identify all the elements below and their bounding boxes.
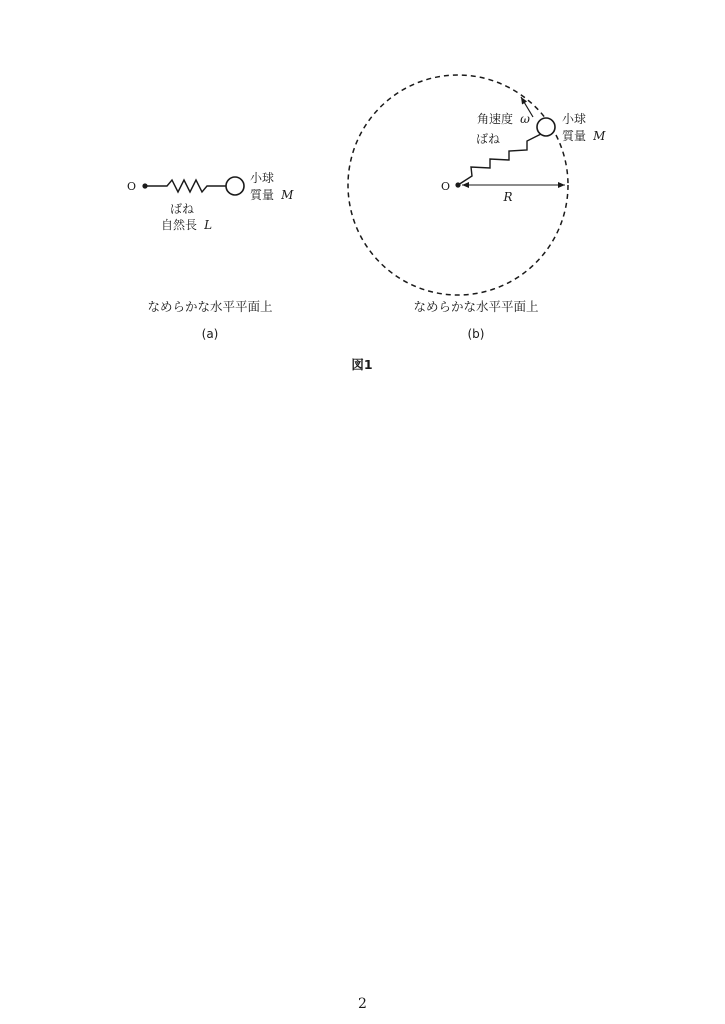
panel-a-ball-label: 小球 [250,171,275,185]
panel-b-spring-label: ばね [476,132,501,146]
panel-b-angular-velocity-label: 角速度 [477,112,514,126]
panel-a-sub-label: (a) [201,327,219,341]
panel-a-surface-caption: なめらかな水平平面上 [147,299,273,314]
panel-b-sub-label: (b) [467,327,485,341]
panel-a-spring-label: ばね [170,202,195,216]
panel-a-origin-label: O [127,180,137,193]
panel-a-mass-symbol: M [281,188,294,202]
panel-a-spring [145,180,226,192]
panel-a-natural-length-symbol: L [204,218,213,232]
page-number: 2 [358,996,367,1012]
panel-a-mass-label: 質量 [250,188,275,202]
panel-a-natural-length-line [161,214,212,233]
panel-a-ball [226,177,244,195]
panel-b-surface-caption: なめらかな水平平面上 [413,299,539,314]
panel-b-mass-symbol: M [593,129,606,143]
panel-a [127,170,294,341]
panel-b-mass-line [562,125,606,144]
figure-title: 図1 [351,357,373,372]
panel-b-ball [537,118,555,136]
panel-b-ball-label: 小球 [562,112,587,126]
panel-b-origin-label: O [441,180,451,193]
panel-b-mass-label: 質量 [562,129,587,143]
panel-b-angular-velocity-symbol: ω [520,112,530,126]
panel-a-natural-length-label: 自然長 [161,218,198,232]
panel-b-radius-symbol: R [503,190,513,204]
panel-b [348,75,606,341]
panel-b-angular-velocity-line [477,108,530,127]
panel-a-mass-line [250,184,294,203]
